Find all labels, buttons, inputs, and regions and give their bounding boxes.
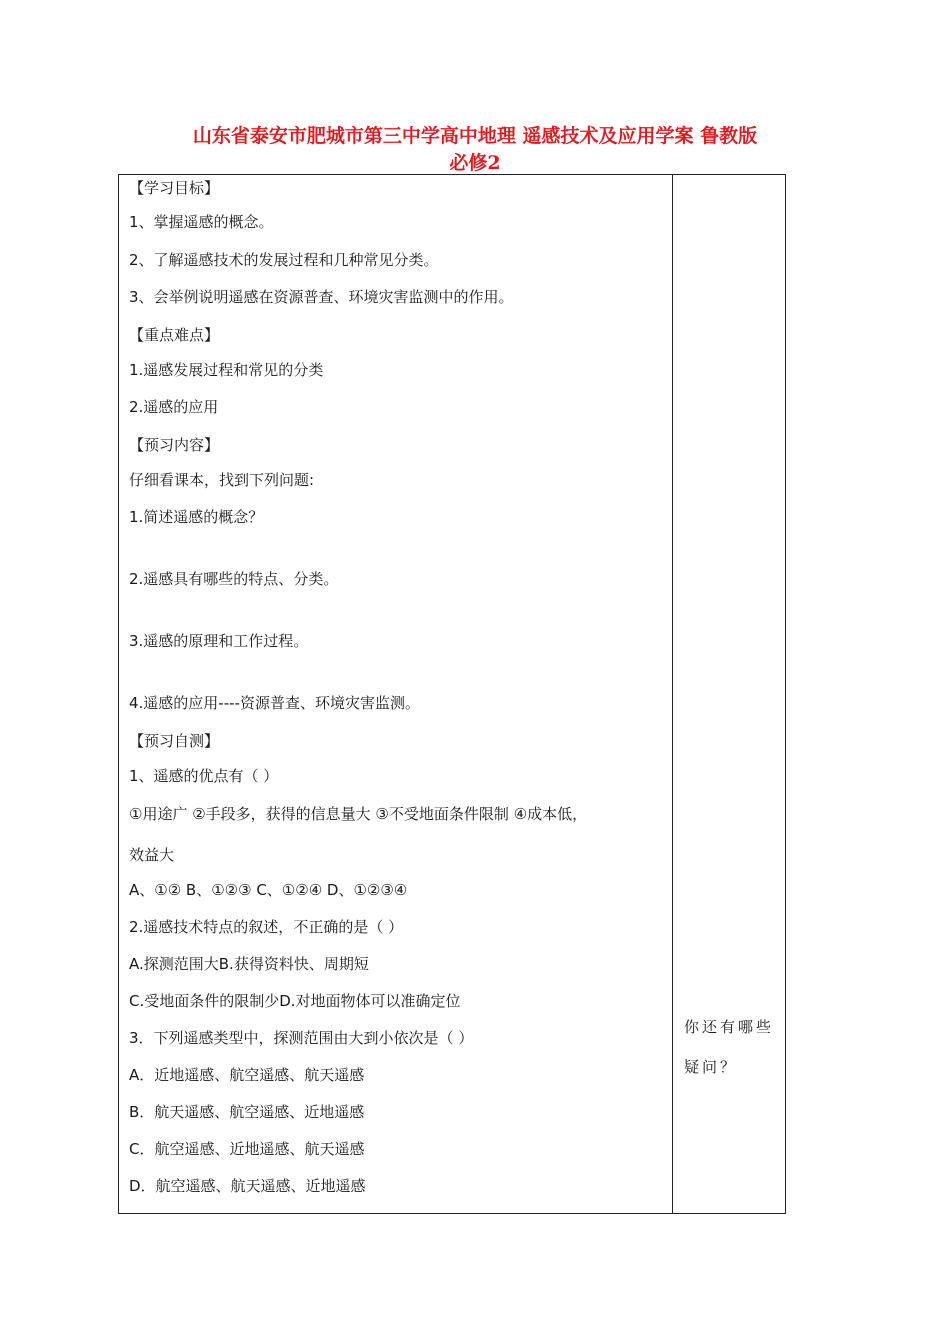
test-2-options-cd: C.受地面条件的限制少D.对地面物体可以准确定位 xyxy=(129,992,461,1010)
objective-1: 1、掌握遥感的概念。 xyxy=(129,213,274,231)
worksheet-table xyxy=(118,174,786,1214)
column-divider xyxy=(672,175,673,1213)
objectives-header: 【学习目标】 xyxy=(129,179,220,197)
objective-3: 3、会举例说明遥感在资源普查、环境灾害监测中的作用。 xyxy=(129,288,514,306)
questions-note-line-2: 疑问？ xyxy=(684,1058,739,1076)
test-3-question: 3．下列遥感类型中，探测范围由大到小依次是（ ） xyxy=(129,1029,474,1047)
test-1-options-line-1: ①用途广 ②手段多，获得的信息量大 ③不受地面条件限制 ④成本低， xyxy=(129,805,588,823)
test-2-options-ab: A.探测范围大B.获得资料快、周期短 xyxy=(129,955,369,973)
test-1-choices: A、①② B、①②③ C、①②④ D、①②③④ xyxy=(129,881,408,899)
test-1-options-line-2: 效益大 xyxy=(129,846,175,864)
questions-note-line-1: 你还有哪些 xyxy=(684,1018,775,1036)
test-1-question: 1、遥感的优点有（ ） xyxy=(129,767,279,785)
preview-intro: 仔细看课本，找到下列问题: xyxy=(129,471,315,489)
preview-question-4: 4.遥感的应用----资源普查、环境灾害监测。 xyxy=(129,694,420,712)
document-title-line-1: 山东省泰安市肥城市第三中学高中地理 遥感技术及应用学案 鲁教版 xyxy=(192,125,758,147)
test-3-option-b: B．航天遥感、航空遥感、近地遥感 xyxy=(129,1103,365,1121)
test-3-option-a: A．近地遥感、航空遥感、航天遥感 xyxy=(129,1066,365,1084)
key-point-1: 1.遥感发展过程和常见的分类 xyxy=(129,361,324,379)
preview-question-2: 2.遥感具有哪些的特点、分类。 xyxy=(129,570,339,588)
objective-2: 2、了解遥感技术的发展过程和几种常见分类。 xyxy=(129,251,439,269)
preview-question-1: 1.简述遥感的概念？ xyxy=(129,508,264,526)
test-2-question: 2.遥感技术特点的叙述，不正确的是（ ） xyxy=(129,918,404,936)
test-3-option-d: D．航空遥感、航天遥感、近地遥感 xyxy=(129,1177,366,1195)
document-title-line-2: 必修2 xyxy=(449,152,501,174)
key-point-2: 2.遥感的应用 xyxy=(129,398,219,416)
test-3-option-c: C．航空遥感、近地遥感、航天遥感 xyxy=(129,1140,365,1158)
self-test-header: 【预习自测】 xyxy=(129,732,220,750)
key-points-header: 【重点难点】 xyxy=(129,326,220,344)
preview-header: 【预习内容】 xyxy=(129,436,220,454)
preview-question-3: 3.遥感的原理和工作过程。 xyxy=(129,632,309,650)
